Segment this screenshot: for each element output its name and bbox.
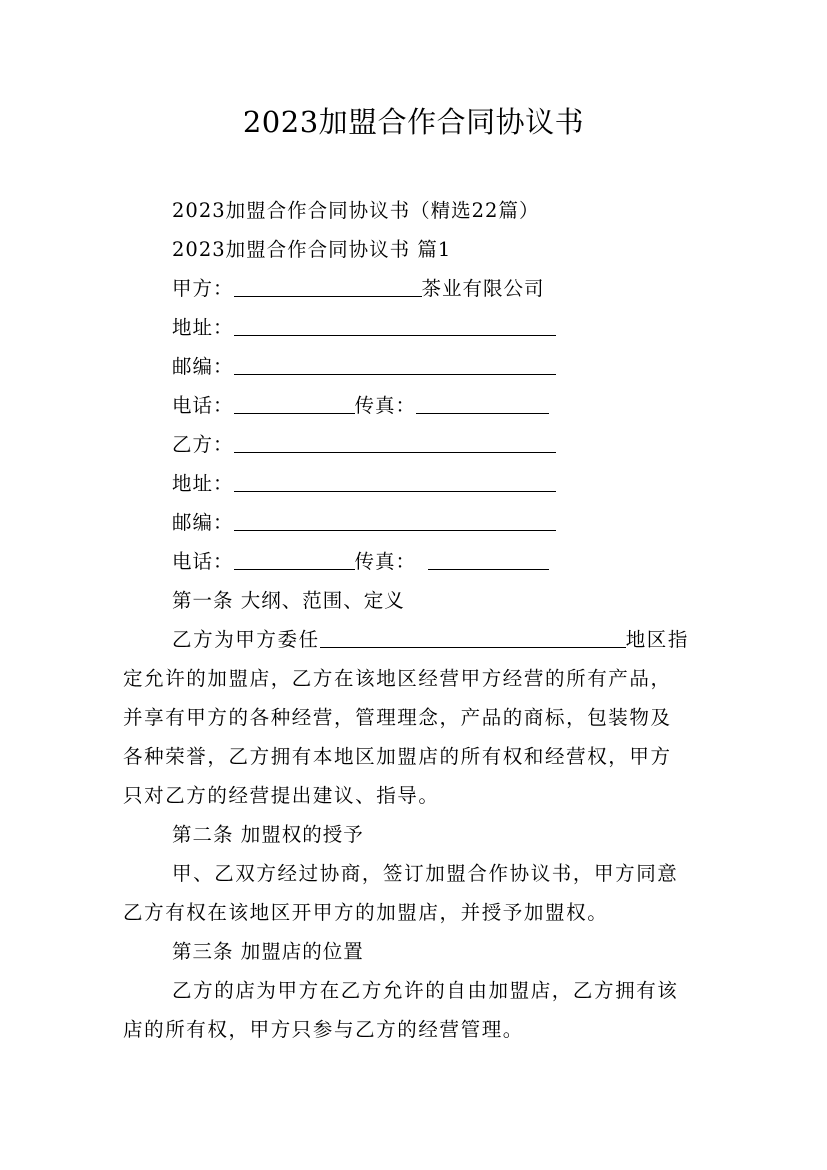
article-1-line: 各种荣誉，乙方拥有本地区加盟店的所有权和经营权，甲方 — [123, 745, 672, 768]
address-blank — [234, 470, 556, 492]
postcode-blank — [234, 353, 556, 375]
document-subtitle: 2023加盟合作合同协议书（精选22篇） — [172, 199, 540, 222]
party-a-address-row — [172, 313, 556, 343]
fax-label: 传真： — [354, 550, 417, 573]
fax-blank — [416, 392, 549, 414]
article-1-line: 乙方为甲方委任 地区指 — [172, 628, 690, 651]
address-label: 地址： — [172, 316, 234, 339]
address-label: 地址： — [172, 472, 234, 495]
article-2-line: 甲、乙双方经过协商，签订加盟合作协议书，甲方同意 — [172, 862, 679, 885]
region-blank — [320, 626, 626, 648]
party-b-row — [172, 430, 556, 460]
party-b-address-row — [172, 469, 556, 499]
article-2-title: 第二条 加盟权的授予 — [172, 823, 364, 846]
article-3-line: 店的所有权，甲方只参与乙方的经营管理。 — [123, 1018, 524, 1041]
fax-label: 传真： — [354, 394, 417, 417]
phone-label: 电话： — [172, 550, 234, 573]
party-a-label: 甲方： — [172, 277, 234, 300]
chapter-heading: 2023加盟合作合同协议书 篇1 — [172, 238, 452, 261]
phone-blank — [234, 392, 355, 414]
party-a-postcode-row — [172, 352, 556, 382]
address-blank — [234, 314, 556, 336]
postcode-blank — [234, 509, 556, 531]
postcode-label: 邮编： — [172, 511, 234, 534]
party-a-phone-row — [172, 391, 549, 421]
postcode-label: 邮编： — [172, 355, 234, 378]
phone-label: 电话： — [172, 394, 234, 417]
phone-blank — [234, 548, 355, 570]
fax-blank — [428, 548, 549, 570]
party-a-blank — [234, 275, 422, 297]
article-2-line: 乙方有权在该地区开甲方的加盟店，并授予加盟权。 — [123, 901, 609, 924]
party-a-row — [172, 274, 545, 304]
article-1-line: 定允许的加盟店，乙方在该地区经营甲方经营的所有产品， — [123, 667, 672, 690]
party-b-postcode-row — [172, 508, 556, 538]
article-3-line: 乙方的店为甲方在乙方允许的自由加盟店，乙方拥有该 — [172, 979, 679, 1002]
document-title: 2023加盟合作合同协议书 — [242, 105, 585, 139]
party-a-suffix: 茶业有限公司 — [421, 277, 545, 300]
party-b-blank — [234, 431, 556, 453]
article-1-line: 并享有甲方的各种经营，管理理念，产品的商标，包装物及 — [123, 706, 672, 729]
article-3-title: 第三条 加盟店的位置 — [172, 940, 364, 963]
article-1-line: 只对乙方的经营提出建议、指导。 — [123, 784, 440, 807]
party-b-label: 乙方： — [172, 433, 234, 456]
article-1-title: 第一条 大纲、范围、定义 — [172, 589, 405, 612]
party-b-phone-row — [172, 547, 549, 577]
